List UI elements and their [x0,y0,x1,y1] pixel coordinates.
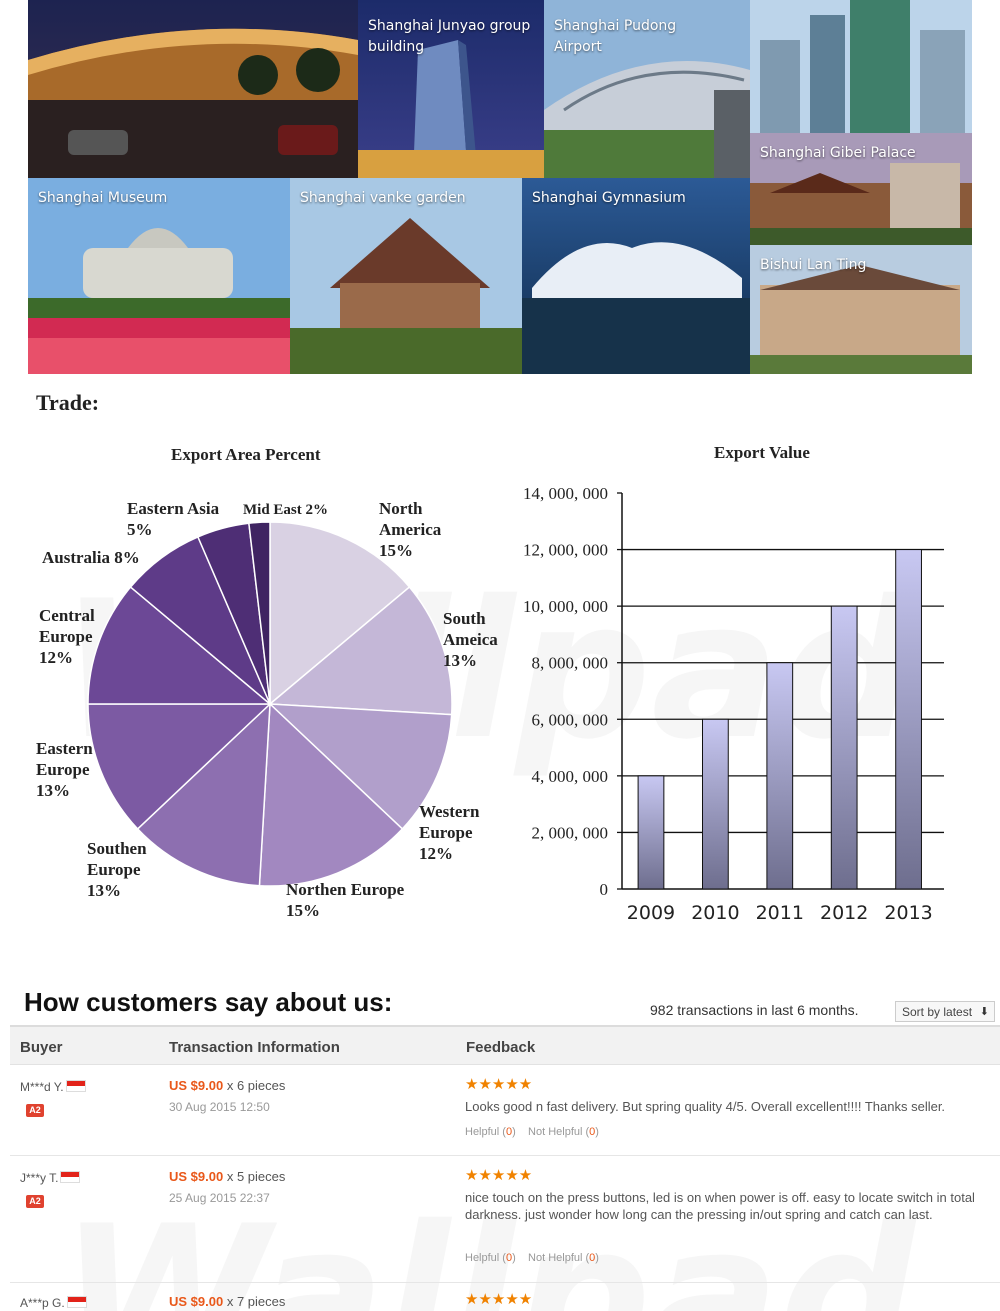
pie-label-western-europe: Western Europe 12% [419,802,480,863]
bar-2012 [831,606,857,889]
transaction-date: 25 Aug 2015 22:37 [169,1191,270,1205]
rating-stars-icon: ★★★★★ [465,1167,533,1184]
helpful-label: Helpful [465,1252,500,1264]
buyer-info [20,1080,86,1094]
flag-icon [67,1296,87,1308]
buyer-name[interactable]: J***y T. [20,1171,59,1185]
pie-label-mid-east: Mid East 2% [243,502,329,518]
caption-vanke: Shanghai vanke garden [300,190,466,206]
bar-2011 [767,663,793,889]
bar-2010 [703,719,729,889]
pie-label-southen-europe: Southen Europe 13% [87,839,147,900]
transaction-price [169,1078,285,1093]
transaction-price [169,1169,285,1184]
caption-bishui: Bishui Lan Ting [760,257,867,273]
not-helpful-link[interactable]: Not Helpful (0) [528,1126,599,1138]
column-feedback: Feedback [466,1039,536,1056]
helpful-count: 0 [505,1252,513,1264]
feedback-text: Looks good n fast delivery. But spring quality 4/5. Overall excellent!!!! Thanks seller. [465,1099,946,1114]
not-helpful-label: Not Helpful [528,1126,583,1138]
reviews-heading: How customers say about us: [24,987,393,1017]
buyer-name[interactable]: M***d Y. [20,1080,64,1094]
x-tick-label: 2009 [626,902,676,924]
buyer-info [20,1296,87,1310]
quantity: x 7 pieces [226,1294,286,1309]
price-value: US $9.00 [169,1169,224,1184]
helpful-link[interactable]: Helpful (0) [465,1252,516,1264]
sort-label: Sort by latest [902,1005,973,1019]
bar-2009 [638,776,664,889]
y-tick-label: 2, 000, 000 [531,823,608,843]
caption-museum: Shanghai Museum [38,190,168,206]
flag-icon [60,1171,80,1183]
helpful-votes [465,1252,599,1264]
x-tick-label: 2012 [820,902,869,924]
pie-label-central-europe: Central Europe 12% [39,606,95,667]
price-value: US $9.00 [169,1078,224,1093]
pie-label-australia: Australia 8% [42,548,140,567]
x-tick-label: 2011 [755,902,804,924]
not-helpful-label: Not Helpful [528,1252,583,1264]
not-helpful-count: 0 [589,1126,596,1138]
pie-label-northen-europe: Northen Europe 15% [286,880,405,920]
pie-chart [88,522,452,886]
bar-2013 [896,550,922,889]
x-tick-label: 2010 [691,902,740,924]
column-transaction-information: Transaction Information [169,1039,340,1056]
transaction-price [169,1294,285,1309]
quantity: x 6 pieces [226,1078,286,1093]
y-tick-label: 0 [599,880,608,899]
feedback-text: nice touch on the press buttons, led is on when power is off. easy to locate switch in total darkness. just wonder how long can the pressing in/out spring and catch can last. [465,1190,975,1222]
helpful-label: Helpful [465,1126,500,1138]
rating-stars-icon: ★★★★★ [465,1291,533,1308]
transaction-date: 30 Aug 2015 12:50 [169,1100,270,1114]
y-tick-label: 14, 000, 000 [523,484,608,503]
price-value: US $9.00 [169,1294,224,1309]
caption-gym: Shanghai Gymnasium [532,190,686,206]
y-tick-label: 8, 000, 000 [531,653,608,673]
pie-label-eastern-asia: Eastern Asia 5% [127,499,220,539]
review-row [10,1157,1000,1283]
pie-label-north-america: North America 15% [379,499,442,560]
rating-stars-icon: ★★★★★ [465,1076,533,1093]
y-tick-label: 12, 000, 000 [523,540,608,560]
sort-by-latest-button[interactable] [895,1001,995,1022]
review-row [10,1066,1000,1156]
flag-icon [66,1080,86,1092]
y-tick-label: 4, 000, 000 [531,766,608,786]
arrow-down-icon: ⬇ [979,1006,989,1018]
helpful-votes [465,1126,599,1138]
quantity: x 5 pieces [226,1169,286,1184]
reviews-table-header [10,1025,1000,1065]
helpful-count: 0 [505,1126,513,1138]
pie-chart-title: Export Area Percent [171,445,321,464]
buyer-level-badge: A2 [26,1195,44,1208]
caption-junyao: Shanghai Junyao group building [368,18,531,55]
buyer-level-badge: A2 [26,1104,44,1117]
bar-chart-title: Export Value [714,443,810,462]
y-tick-label: 6, 000, 000 [531,710,608,730]
x-tick-label: 2013 [884,902,933,924]
pie-label-south-america: South Ameica 13% [443,609,498,670]
column-buyer: Buyer [20,1039,63,1056]
caption-gibei: Shanghai Gibei Palace [760,145,916,161]
buyer-info [20,1171,80,1185]
trade-heading: Trade: [36,390,100,415]
review-row [10,1284,1000,1311]
bar-chart [523,484,944,924]
not-helpful-count: 0 [589,1252,596,1264]
y-tick-label: 10, 000, 000 [523,597,608,617]
pie-label-eastern-europe: Eastern Europe 13% [36,739,93,800]
buyer-name[interactable]: A***p G. [20,1296,65,1310]
not-helpful-link[interactable]: Not Helpful (0) [528,1252,599,1264]
helpful-link[interactable]: Helpful (0) [465,1126,516,1138]
caption-pudong: Shanghai Pudong Airport [554,18,677,55]
transactions-count: 982 transactions in last 6 months. [650,1002,859,1018]
